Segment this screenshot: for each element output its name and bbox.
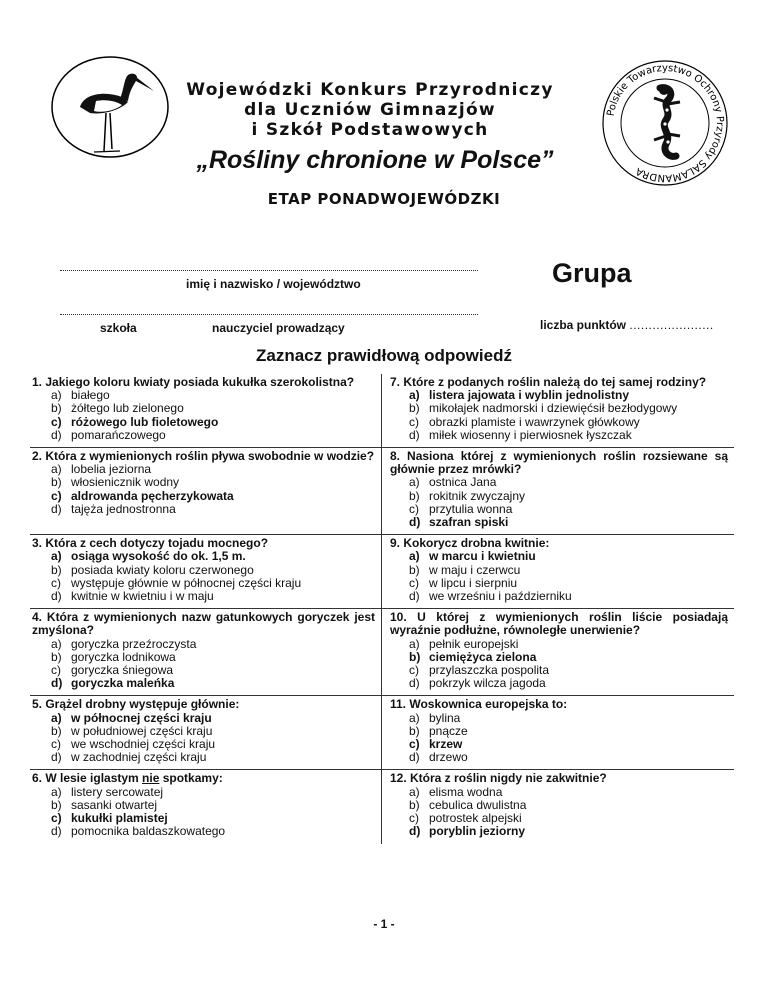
salamander-logo-text: Polskie Towarzystwo Ochrony Przyrody SALAMANDRA: [605, 62, 726, 184]
question-text: 8. Nasiona której z wymienionych roślin rozsiewane są głównie przez mrówki?: [390, 449, 728, 477]
question-6: [382, 535, 734, 608]
option-text: w zachodniej części kraju: [71, 750, 207, 765]
option-letter: c): [51, 811, 62, 826]
option-letter: b): [51, 562, 62, 577]
question-row: [30, 696, 734, 770]
answer-option[interactable]: [390, 429, 728, 442]
instruction: Zaznacz prawidłową odpowiedź: [256, 346, 512, 365]
questions-table: [30, 374, 734, 844]
option-letter: d): [409, 589, 420, 604]
school-caption: szkoła: [100, 321, 137, 335]
option-text: włosienicznik wodny: [71, 475, 180, 490]
page-number: - 1 -: [373, 917, 395, 931]
answer-option[interactable]: [32, 677, 375, 690]
question-text: 1. Jakiego koloru kwiaty posiada kukułka szerokolistna?: [32, 375, 355, 389]
option-text: we wrześniu i październiku: [429, 589, 572, 604]
question-text: 10. U której z wymienionych roślin liście posiadają wyraźnie podłużne, równoległe unerwienie?: [390, 610, 728, 638]
answer-option[interactable]: [390, 590, 728, 603]
answer-option[interactable]: [32, 550, 375, 563]
option-letter: b): [409, 401, 420, 416]
option-letter: c): [409, 575, 419, 590]
option-text: pomocnika baldaszkowatego: [71, 824, 226, 839]
answer-option[interactable]: [32, 786, 375, 799]
question-text: 12. Która z roślin nigdy nie zakwitnie?: [390, 771, 607, 786]
option-text: różowego lub fioletowego: [71, 414, 219, 429]
option-text: kwitnie w kwietniu i w maju: [71, 589, 214, 604]
option-letter: b): [409, 649, 421, 664]
answer-option[interactable]: [390, 786, 728, 799]
option-letter: c): [51, 488, 62, 503]
answer-option[interactable]: [390, 712, 728, 725]
question-row: [30, 609, 734, 696]
question-11: [30, 770, 382, 843]
option-text: szafran spiski: [429, 515, 509, 530]
contest-title-line1: Wojewódzki Konkurs Przyrodniczy: [186, 80, 554, 100]
question-text: 5. Grążel drobny występuje głównie:: [32, 697, 240, 712]
option-text: poryblin jeziorny: [429, 824, 526, 839]
option-letter: d): [409, 750, 420, 765]
option-text: aldrowanda pęcherzykowata: [71, 488, 234, 503]
option-letter: a): [409, 475, 420, 490]
answer-option[interactable]: [32, 825, 375, 838]
option-letter: a): [409, 710, 420, 725]
option-letter: d): [51, 824, 62, 839]
contest-theme: „Rośliny chronione w Polsce”: [196, 146, 554, 174]
group-label: Grupa: [552, 258, 632, 288]
question-row: [30, 448, 734, 535]
contest-stage: ETAP PONADWOJEWÓDZKI: [267, 190, 501, 208]
option-text: posiada kwiaty koloru czerwonego: [71, 562, 254, 577]
option-letter: c): [51, 663, 61, 678]
option-letter: c): [409, 811, 419, 826]
question-10: [382, 696, 734, 769]
option-text: w marcu i kwietniu: [429, 549, 536, 564]
option-text: listery sercowatej: [71, 784, 164, 799]
option-letter: b): [409, 488, 420, 503]
option-letter: a): [409, 549, 420, 564]
option-letter: d): [51, 427, 62, 442]
option-letter: b): [409, 797, 420, 812]
teacher-caption: nauczyciel prowadzący: [212, 321, 345, 335]
option-text: w lipcu i sierpniu: [429, 575, 518, 590]
option-text: obrazki plamiste i wawrzynek główkowy: [429, 414, 640, 429]
option-letter: c): [409, 414, 419, 429]
option-text: ciemiężyca zielona: [429, 649, 537, 664]
salamander-logo: [600, 58, 730, 188]
answer-option[interactable]: [32, 490, 375, 503]
option-letter: c): [409, 737, 420, 752]
question-8: [382, 609, 734, 695]
option-text: krzew: [429, 737, 463, 752]
question-text: 7. Które z podanych roślin należą do tej samej rodziny?: [390, 375, 707, 389]
option-text: cebulica dwulistna: [429, 797, 527, 812]
answer-option[interactable]: [390, 638, 728, 651]
option-text: pokrzyk wilcza jagoda: [429, 676, 546, 691]
option-letter: a): [51, 710, 62, 725]
option-letter: d): [51, 589, 62, 604]
answer-option[interactable]: [32, 712, 375, 725]
option-letter: c): [51, 737, 61, 752]
answer-option[interactable]: [390, 402, 728, 415]
option-text: goryczka przeźroczysta: [71, 636, 197, 651]
answer-option[interactable]: [32, 476, 375, 489]
question-row: [30, 535, 734, 609]
option-letter: d): [409, 515, 421, 530]
option-letter: d): [51, 501, 62, 516]
option-text: tajęża jednostronna: [71, 501, 176, 516]
question-2: [382, 374, 734, 447]
answer-option[interactable]: [390, 550, 728, 563]
option-letter: d): [409, 824, 421, 839]
school-teacher-field[interactable]: [60, 314, 478, 315]
answer-option[interactable]: [390, 751, 728, 764]
question-9: [30, 696, 382, 769]
option-letter: a): [51, 784, 62, 799]
question-7: [30, 609, 382, 695]
option-text: lobelia jeziorna: [71, 462, 152, 477]
option-text: elisma wodna: [429, 784, 503, 799]
option-text: goryczka lodnikowa: [71, 649, 176, 664]
option-text: występuje głównie w północnej części kraju: [71, 575, 302, 590]
option-letter: a): [51, 388, 62, 403]
option-text: w południowej części kraju: [71, 723, 213, 738]
option-letter: d): [51, 750, 62, 765]
option-letter: b): [409, 562, 420, 577]
answer-option[interactable]: [390, 516, 728, 529]
option-letter: d): [409, 427, 420, 442]
answer-option[interactable]: [32, 429, 375, 442]
option-letter: b): [409, 723, 420, 738]
stork-logo: [50, 55, 170, 160]
question-text: 11. Woskownica europejska to:: [390, 697, 568, 712]
question-text: 2. Która z wymienionych roślin pływa swobodnie w wodzie?: [32, 449, 375, 464]
answer-option[interactable]: [32, 638, 375, 651]
option-text: bylina: [429, 710, 461, 725]
option-text: rokitnik zwyczajny: [429, 488, 526, 503]
option-text: pomarańczowego: [71, 427, 166, 442]
option-text: w maju i czerwcu: [429, 562, 521, 577]
question-3: [30, 448, 382, 534]
option-letter: c): [51, 414, 62, 429]
option-text: goryczka śniegowa: [71, 663, 174, 678]
answer-option[interactable]: [32, 590, 375, 603]
name-caption: imię i nazwisko / województwo: [186, 277, 361, 291]
points-label: liczba punktów: [540, 318, 627, 332]
question-5: [30, 535, 382, 608]
option-letter: a): [409, 636, 420, 651]
points-field[interactable]: [540, 318, 714, 332]
question-text: 6. W lesie iglastym nie spotkamy:: [32, 771, 223, 786]
option-text: listera jajowata i wyblin jednolistny: [429, 388, 630, 403]
option-text: goryczka maleńka: [71, 676, 175, 691]
option-letter: c): [51, 575, 61, 590]
contest-title-line3: i Szkół Podstawowych: [251, 120, 489, 140]
answer-option[interactable]: [32, 564, 375, 577]
option-text: w północnej części kraju: [71, 710, 212, 725]
option-text: kukułki plamistej: [71, 811, 168, 826]
option-text: pełnik europejski: [429, 636, 519, 651]
question-row: [30, 770, 734, 843]
question-text: 4. Która z wymienionych nazw gatunkowych goryczek jest zmyślona?: [32, 610, 375, 638]
option-text: miłek wiosenny i pierwiosnek łyszczak: [429, 427, 632, 442]
option-text: przytulia wonna: [429, 501, 513, 516]
option-text: sasanki otwartej: [71, 797, 158, 812]
answer-option[interactable]: [390, 416, 728, 429]
option-letter: b): [51, 401, 62, 416]
option-text: żółtego lub zielonego: [71, 401, 184, 416]
option-text: białego: [71, 388, 110, 403]
option-text: osiąga wysokość do ok. 1,5 m.: [71, 549, 246, 564]
answer-option[interactable]: [32, 503, 375, 516]
answer-option[interactable]: [390, 476, 728, 489]
option-letter: b): [51, 475, 62, 490]
question-row: [30, 374, 734, 448]
question-text: 3. Która z cech dotyczy tojadu mocnego?: [32, 536, 269, 551]
option-text: mikołajek nadmorski i dziewięćsił bezłodygowy: [429, 401, 678, 416]
option-letter: a): [51, 549, 62, 564]
contest-title: [170, 80, 570, 140]
name-field[interactable]: [60, 270, 478, 271]
answer-option[interactable]: [32, 402, 375, 415]
option-text: ostnica Jana: [429, 475, 497, 490]
answer-option[interactable]: [390, 825, 728, 838]
option-text: drzewo: [429, 750, 468, 765]
option-letter: a): [51, 462, 62, 477]
option-letter: b): [51, 723, 62, 738]
contest-title-line2: dla Uczniów Gimnazjów: [244, 100, 496, 120]
option-text: przylaszczka pospolita: [429, 663, 550, 678]
option-letter: a): [51, 636, 62, 651]
answer-option[interactable]: [390, 490, 728, 503]
option-letter: b): [51, 649, 62, 664]
option-letter: d): [51, 676, 63, 691]
answer-option[interactable]: [32, 416, 375, 429]
question-text: 9. Kokorycz drobna kwitnie:: [390, 536, 550, 551]
points-dots: ......................: [629, 318, 714, 332]
question-4: [382, 448, 734, 534]
option-letter: a): [409, 388, 420, 403]
answer-option[interactable]: [32, 751, 375, 764]
option-letter: d): [409, 676, 420, 691]
question-12: [382, 770, 734, 843]
option-letter: c): [409, 663, 419, 678]
option-letter: a): [409, 784, 420, 799]
answer-option[interactable]: [390, 564, 728, 577]
option-text: pnącze: [429, 723, 468, 738]
question-1: [30, 374, 382, 447]
answer-option[interactable]: [390, 677, 728, 690]
option-text: potrostek alpejski: [429, 811, 522, 826]
option-text: we wschodniej części kraju: [71, 737, 216, 752]
option-letter: b): [51, 797, 62, 812]
option-letter: c): [409, 501, 419, 516]
